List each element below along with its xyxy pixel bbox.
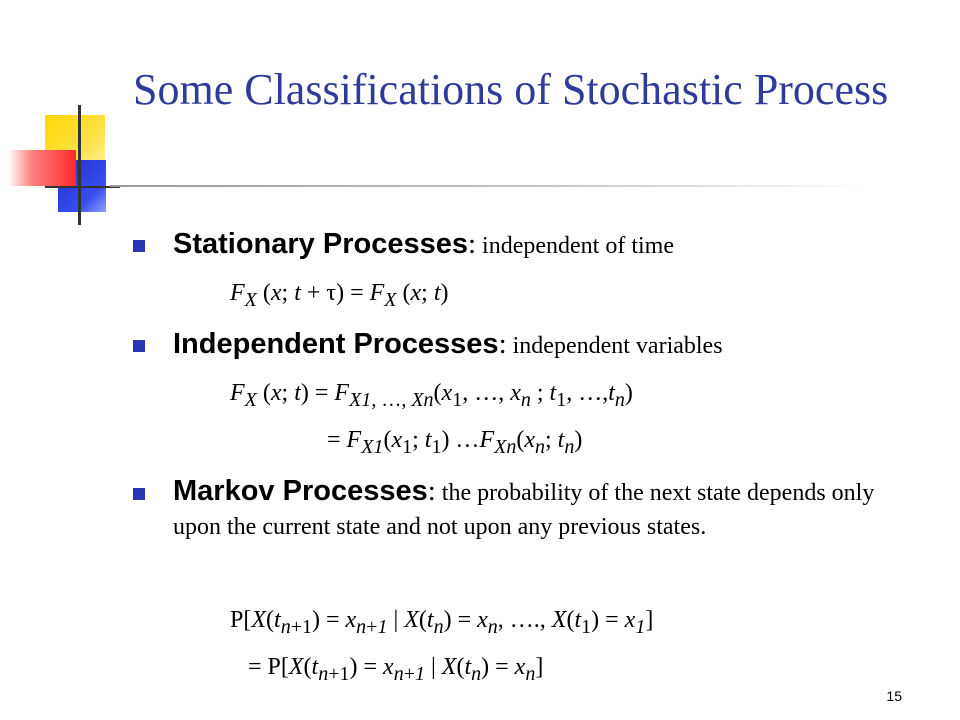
term-label: Stationary Processes [173, 228, 468, 260]
bullet-square-icon [133, 340, 145, 352]
title-underline [110, 185, 870, 187]
term-label: Markov Processes [173, 475, 428, 507]
equation-stationary: $F_X$ (x; $t + \tau) = F_X$ (x; t) [230, 280, 449, 311]
decor-vertical-line [78, 105, 81, 225]
term-label: Independent Processes [173, 328, 499, 360]
equation-independent-1: $F_X$ (x; $t) = F_{X1, \dots, Xn}(x_1$, …, $x_n$ ; $t_1$, $\dots,t_n$) [230, 380, 633, 411]
equation-independent-2: = $F_{X1}(x_1$; $t_1$) $\dots F_{Xn}(x_n$; $t_n$) [327, 427, 583, 458]
equation-markov-1: $P[X(t_{n+1}) = x_{n+1}$ | $X(t_n) = x_n$, …., $X(t_1) = x_1$] [230, 607, 654, 638]
term-description: independent of time [476, 233, 674, 259]
bullet-square-icon [133, 488, 145, 500]
equation-markov-2: = $P[X(t_{n+1}) = x_{n+1}$ | $X(t_n) = x_n$] [248, 654, 544, 685]
term-description: independent variables [506, 333, 723, 359]
decor-horizontal-line [45, 186, 120, 188]
slide-title: Some Classifications of Stochastic Process [133, 65, 889, 114]
bullet-square-icon [133, 240, 145, 252]
decor-red-bar [8, 150, 76, 186]
slide-number: 15 [886, 688, 902, 704]
markov-paragraph: Markov Processes: the probability of the next state depends only upon the current state and not upon any previous states. [173, 475, 875, 540]
term-description: the probability of the next state depends only upon the current state and not upon any previous states. [173, 480, 875, 540]
